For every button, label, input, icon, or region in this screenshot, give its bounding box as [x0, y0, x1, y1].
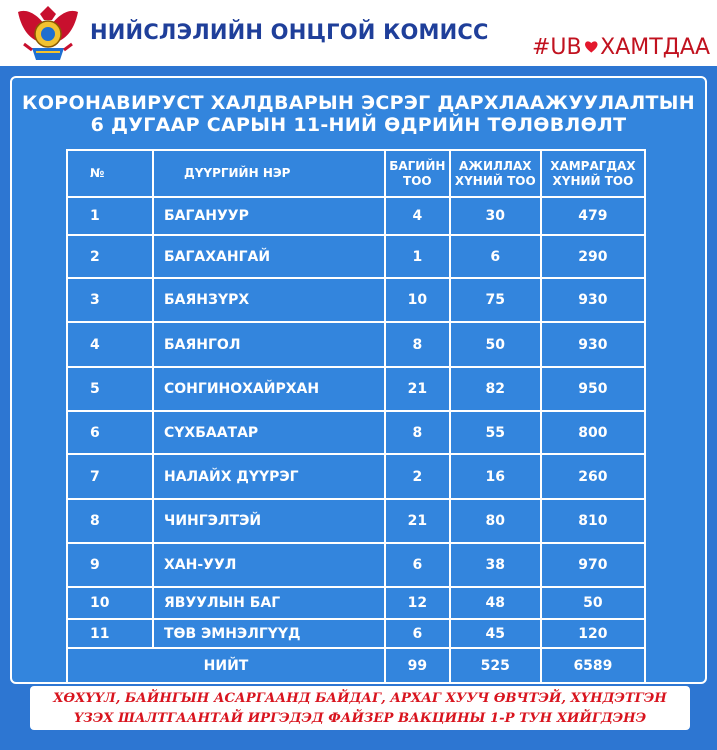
- header-bar: [0, 0, 717, 66]
- header-number: №: [67, 150, 153, 197]
- district-name: НАЛАЙХ ДҮҮРЭГ: [153, 454, 385, 499]
- team-count: 8: [385, 411, 450, 454]
- total-workers: 525: [450, 648, 541, 683]
- district-name: ЧИНГЭЛТЭЙ: [153, 499, 385, 543]
- worker-count: 30: [450, 197, 541, 235]
- covered-count: 800: [541, 411, 645, 454]
- table-row: [67, 454, 645, 499]
- row-number: 11: [67, 619, 153, 648]
- worker-count: 45: [450, 619, 541, 648]
- row-number: 2: [67, 235, 153, 278]
- team-count: 8: [385, 322, 450, 367]
- table-row: [67, 499, 645, 543]
- hashtag-badge: [522, 28, 710, 66]
- row-number: 7: [67, 454, 153, 499]
- district-name: БАГАХАНГАЙ: [153, 235, 385, 278]
- worker-count: 75: [450, 278, 541, 322]
- team-count: 4: [385, 197, 450, 235]
- hashtag-suffix: ХАМТДАА: [600, 34, 710, 60]
- worker-count: 48: [450, 587, 541, 619]
- covered-count: 950: [541, 367, 645, 411]
- total-teams: 99: [385, 648, 450, 683]
- notice-line-2: ҮЗЭХ ШАЛТГААНТАЙ ИРГЭДЭД ФАЙЗЕР ВАКЦИНЫ 1-Р ТУН ХИЙГДЭНЭ: [73, 711, 647, 726]
- page-title-line-2: 6 ДУГААР САРЫН 11-НИЙ ӨДРИЙН ТӨЛӨВЛӨЛТ: [90, 114, 627, 136]
- covered-count: 810: [541, 499, 645, 543]
- total-covered: 6589: [541, 648, 645, 683]
- worker-count: 82: [450, 367, 541, 411]
- team-count: 12: [385, 587, 450, 619]
- hashtag-prefix: #UB: [532, 34, 582, 60]
- table-row: [67, 543, 645, 587]
- total-label: НИЙТ: [67, 648, 385, 683]
- covered-count: 930: [541, 278, 645, 322]
- covered-count: 260: [541, 454, 645, 499]
- district-name: БАЯНЗҮРХ: [153, 278, 385, 322]
- covered-count: 970: [541, 543, 645, 587]
- heart-icon: [584, 35, 599, 59]
- district-name: СҮХБААТАР: [153, 411, 385, 454]
- notice-line-1: ХӨХҮҮЛ, БАЙНГЫН АСАРГААНД БАЙДАГ, АРХАГ ХУУЧ ӨВЧТЭЙ, ХҮНДЭТГЭН: [53, 691, 667, 706]
- covered-count: 930: [541, 322, 645, 367]
- district-name: БАЯНГОЛ: [153, 322, 385, 367]
- header-covered: ХАМРАГДАХ ХҮНИЙ ТОО: [541, 150, 645, 197]
- table-row: [67, 411, 645, 454]
- table-row: [67, 235, 645, 278]
- covered-count: 120: [541, 619, 645, 648]
- row-number: 8: [67, 499, 153, 543]
- row-number: 5: [67, 367, 153, 411]
- worker-count: 55: [450, 411, 541, 454]
- covered-count: 479: [541, 197, 645, 235]
- district-name: ТӨВ ЭМНЭЛГҮҮД: [153, 619, 385, 648]
- team-count: 21: [385, 367, 450, 411]
- row-number: 10: [67, 587, 153, 619]
- worker-count: 6: [450, 235, 541, 278]
- city-emblem-icon: [10, 2, 86, 64]
- team-count: 6: [385, 619, 450, 648]
- table-row: [67, 619, 645, 648]
- district-name: ЯВУУЛЫН БАГ: [153, 587, 385, 619]
- row-number: 9: [67, 543, 153, 587]
- table-row: [67, 197, 645, 235]
- row-number: 3: [67, 278, 153, 322]
- header-district-name: ДҮҮРГИЙН НЭР: [153, 150, 385, 197]
- table-row: [67, 367, 645, 411]
- table-total-row: [67, 648, 645, 683]
- table-row: [67, 587, 645, 619]
- worker-count: 80: [450, 499, 541, 543]
- team-count: 21: [385, 499, 450, 543]
- page-title-line-1: КОРОНАВИРУСТ ХАЛДВАРЫН ЭСРЭГ ДАРХЛААЖУУЛАЛТЫН: [22, 92, 695, 114]
- vaccination-notice: [30, 686, 690, 730]
- team-count: 10: [385, 278, 450, 322]
- table-row: [67, 322, 645, 367]
- organization-title: НИЙСЛЭЛИЙН ОНЦГОЙ КОМИСС: [90, 20, 489, 44]
- table-header-row: [67, 150, 645, 197]
- header-teams: БАГИЙН ТОО: [385, 150, 450, 197]
- row-number: 6: [67, 411, 153, 454]
- worker-count: 50: [450, 322, 541, 367]
- row-number: 4: [67, 322, 153, 367]
- covered-count: 290: [541, 235, 645, 278]
- vaccination-plan-table: [66, 149, 646, 684]
- covered-count: 50: [541, 587, 645, 619]
- team-count: 6: [385, 543, 450, 587]
- district-name: ХАН-УУЛ: [153, 543, 385, 587]
- team-count: 1: [385, 235, 450, 278]
- district-name: БАГАНУУР: [153, 197, 385, 235]
- worker-count: 16: [450, 454, 541, 499]
- row-number: 1: [67, 197, 153, 235]
- table-row: [67, 278, 645, 322]
- team-count: 2: [385, 454, 450, 499]
- district-name: СОНГИНОХАЙРХАН: [153, 367, 385, 411]
- worker-count: 38: [450, 543, 541, 587]
- header-workers: АЖИЛЛАХ ХҮНИЙ ТОО: [450, 150, 541, 197]
